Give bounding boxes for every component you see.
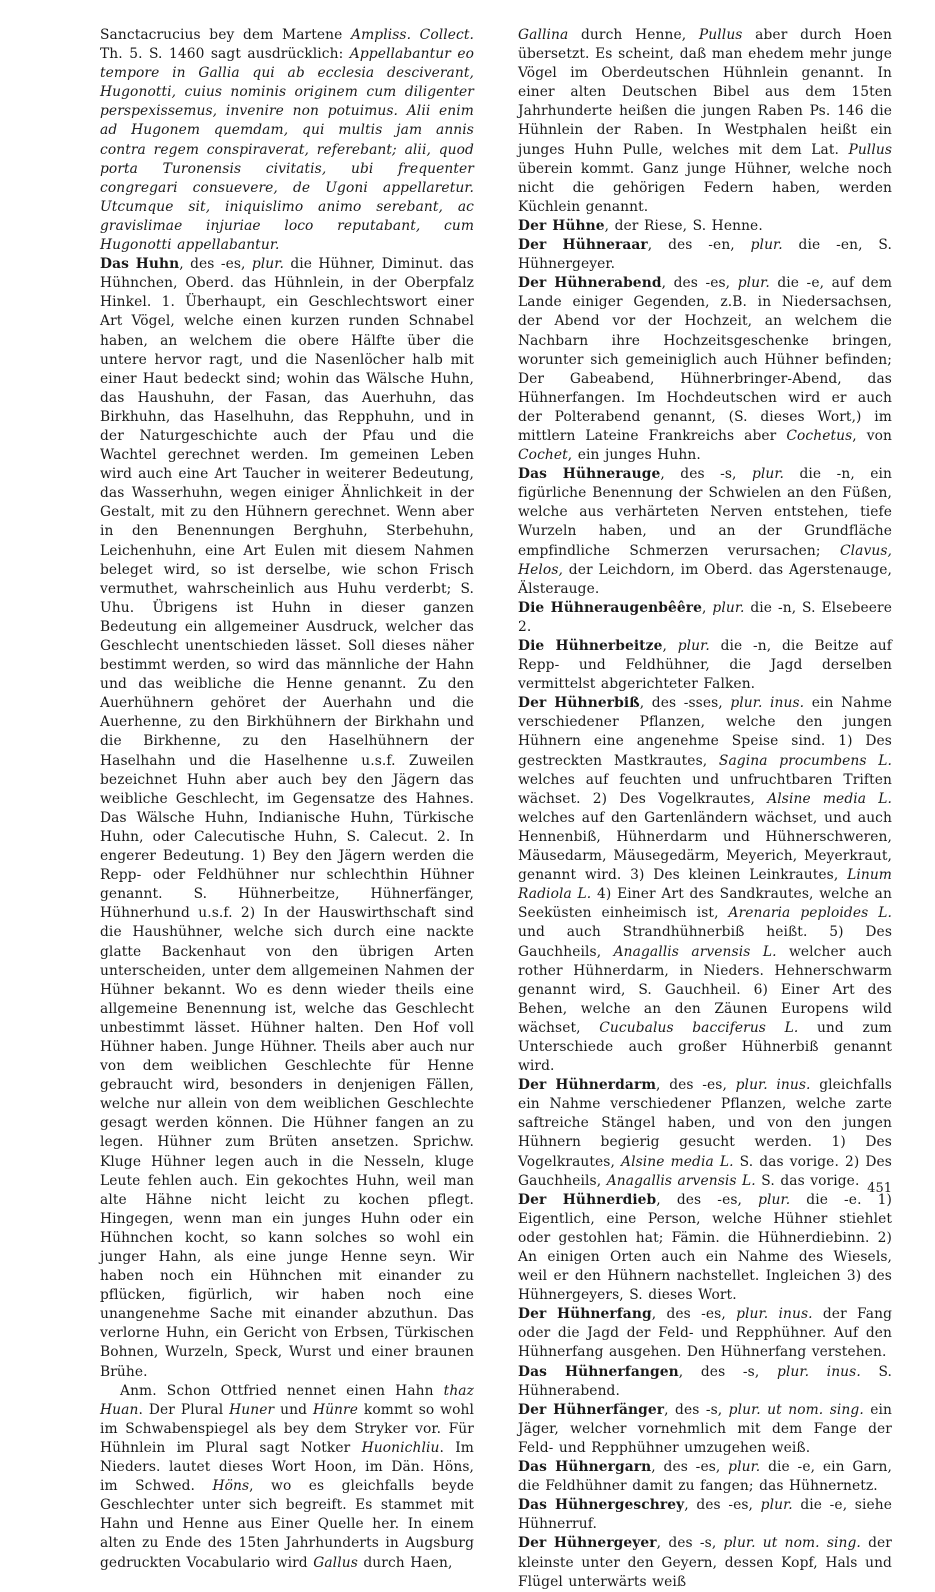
text-run: Arenaria peploides L. xyxy=(728,905,892,922)
paragraph xyxy=(518,465,892,599)
text-run: . Der Plural xyxy=(138,1401,230,1418)
text-run: plur. xyxy=(751,466,785,483)
text-run: Der Hühnerdarm xyxy=(518,1077,657,1094)
text-run: , ein junges Huhn. xyxy=(567,447,701,464)
text-run: Gallina xyxy=(518,27,569,43)
text-run: Cochetus xyxy=(786,427,853,444)
text-run: Der Hühnerbiß xyxy=(518,695,640,712)
text-run: S. das vorige. 2) Des Gauchheils, xyxy=(518,1153,892,1189)
text-run: Der Hühnergeyer xyxy=(518,1535,657,1552)
paragraph xyxy=(518,1363,892,1401)
text-run: die -n, S. Elsebeere 2. xyxy=(518,599,893,635)
text-run: plur. inus. xyxy=(730,695,805,712)
text-run: , des -en, xyxy=(647,237,751,254)
text-run: , des -es, xyxy=(651,1306,737,1323)
text-run: , wo es gleichfalls beyde Geschlechter unter sich begreift. Es stammet mit Hahn und Henne aus Einer Quelle her. In einem alten zu Ende des 15ten Jahrhunderts in Augsburg gedruckten Vocabulario wird xyxy=(100,1478,475,1571)
text-run: und xyxy=(274,1401,313,1418)
text-run: plur. xyxy=(750,237,783,254)
right-column xyxy=(518,26,892,1592)
text-run: Clavus, Helos, xyxy=(518,542,892,578)
text-run: Anagallis arvensis L. xyxy=(606,1172,756,1189)
text-run: , des -s, xyxy=(656,1535,724,1552)
text-run: Der Hühnerdieb xyxy=(518,1191,657,1208)
text-run: die -e, auf dem Lande einiger Gegenden, z.B. in Niedersachsen, der Abend vor der Hochzeit, an welchem die Nachbarn ihre Hochzeitsgeschenke bringen, worunter sich gemeiniglich auch Hühner befinden; Der Gabeabend, Hühnerbringer-Abend, das Hühnerfangen. Im Hochdeutschen wird er auch der Polterabend genannt, (S. dieses Wort,) im mittlern Lateine Frankreichs aber xyxy=(518,275,893,444)
text-run: Hünre xyxy=(312,1401,359,1418)
paragraph xyxy=(518,1401,892,1458)
text-run: , xyxy=(662,638,678,654)
paragraph xyxy=(518,1076,892,1191)
text-run: plur. xyxy=(758,1191,791,1208)
text-run: , des -sses, xyxy=(639,695,731,712)
text-run: Anagallis arvensis L. xyxy=(613,943,777,960)
text-run: Der Hühneraar xyxy=(518,237,648,254)
text-run: plur. xyxy=(712,599,745,616)
text-run: , xyxy=(702,599,713,616)
text-run: Der Hühnerfänger xyxy=(518,1401,665,1418)
text-run: , des -es, xyxy=(179,256,252,273)
text-run: Th. 5. S. 1460 sagt ausdrücklich: xyxy=(100,46,350,63)
text-run: der Fang oder die Jagd der Feld- und Repphühner. Auf den Hühnerfang ausgehen. Den Hühnerfang verstehen. xyxy=(518,1306,893,1361)
text-run: Sagina procumbens L. xyxy=(718,752,892,769)
text-run: Das Hühnergarn xyxy=(518,1459,652,1476)
text-run: welches auf feuchten und unfruchtbaren Triften wächset. 2) Des Vogelkrautes, xyxy=(518,771,892,807)
text-run: die -e, ein Garn, die Feldhühner damit zu fangen; das Hühnernetz. xyxy=(518,1459,893,1495)
text-run: plur. xyxy=(677,638,710,654)
text-run: plur. inus. xyxy=(776,1363,861,1380)
left-column xyxy=(100,26,474,1573)
text-run: Cochet xyxy=(518,447,568,464)
paragraph xyxy=(518,1305,892,1362)
text-run: , von xyxy=(852,427,892,444)
text-run: die Hühner, Diminut. das Hühnchen, Oberd. das Hühnlein, in der Oberpfalz Hinkel. 1. Überhaupt, ein Geschlechtswort einer Art Vögel, welche einen kurzen runden Schnabel haben, an welchem die obere Hälfte über die untere hervor ragt, und die Nasenlöcher halb mit einer Haut bedeckt sind; wohin das Wälsche Huhn, das Haushuhn, der Fasan, das Auerhuhn, das Birkhuhn, das Haselhuhn, das Repphuhn, und in der Naturgeschichte auch der Pfau und die Wachtel gerechnet werden. Im gemeinen Leben wird auch eine Art Taucher in weiterer Bedeutung, das Wasserhuhn, wegen einiger Ähnlichkeit in der Gestalt, mit zu den Hühnern gerechnet. Wenn aber in den Benennungen Berghuhn, Sterbehuhn, Leichenhuhn, eine Art Eulen mit diesem Nahmen beleget wird, so ist derselbe, wie schon Frisch vermuthet, wahrscheinlich aus Huhu verderbt; S. Uhu. Übrigens ist Huhn in dieser ganzen Bedeutung ein allgemeiner Ausdruck, welcher das Geschlecht unentschieden lässet. Soll dieses näher bestimmt werden, so wird das männliche der Hahn und das weibliche die Henne genannt. Zu den Auerhühnern gehöret der Auerhahn und die Auerhenne, zu den Birkhühnern der Birkhahn und die Birkhenne, zu den Haselhühnern der Haselhahn und die Haselhenne u.s.f. Zuweilen bezeichnet Huhn aber auch bey den Jägern das weibliche Geschlecht, im Gegensatze des Hahnes. Das Wälsche Huhn, Indianische Huhn, Türkische Huhn, oder Calecutische Huhn, S. Calecut. 2. In engerer Bedeutung. 1) Bey den Jägern werden die Repp- oder Feldhühner nur schlechthin Hühner genannt. S. Hühnerbeitze, Hühnerfänger, Hühnerhund u.s.f. 2) In der Hauswirthschaft sind die Haushühner, welche sich durch eine nackte glatte Backenhaut von den übrigen Arten unterscheiden, unter dem allgemeinen Nahmen der Hühner bekannt. Wo es denn wieder theils eine allgemeine Benennung ist, welche das Geschlecht unbestimmt lässet. Hühner halten. Den Hof voll Hühner haben. Junge Hühner. Theils aber auch nur von dem weiblichen Geschlechte für Henne gebraucht wird, besonders in denjenigen Fällen, welche nur allein von dem weiblichen Geschlechte gesagt werden können. Die Hühner fangen an zu legen. Hühner zum Brüten ansetzen. Sprichw. Kluge Hühner legen auch in die Nesseln, kluge Leute fehlen auch. Ein gekochtes Huhn, weil man alte Hähne nicht leicht zu kochen pflegt. Hingegen, wenn man ein junges Huhn oder ein Hühnchen kocht, so kann solches so wohl ein junger Hahn, als eine junge Henne seyn. Wir haben noch ein Hühnchen mit einander zu pflücken, figürlich, wir haben noch eine unangenehme Sache mit einander abzuthun. Das verlorne Huhn, ein Gericht von Erbsen, Türkischen Bohnen, Wurzeln, Speck, Wurst und einer braunen Brühe. xyxy=(100,256,474,1380)
text-run: plur. xyxy=(737,275,770,292)
text-run: . Im Nieders. lautet dieses Wort Hoon, im Dän. Höns, im Schwed. xyxy=(100,1439,474,1495)
text-run: Huner xyxy=(229,1401,275,1418)
paragraph xyxy=(518,236,892,274)
paragraph xyxy=(518,1191,892,1306)
text-run: welches auf den Gartenländern wächset, und auch Hennenbiß, Hühnerdarm und Hühnerschweren, Mäusedarm, Mäusegedärm, Meyerich, Meyerkraut, genannt wird. 3) Des kleinen Leinkrautes, xyxy=(518,809,892,884)
paragraph xyxy=(518,694,892,1076)
text-run: die -e, siehe Hühnerruf. xyxy=(518,1497,892,1533)
text-run: ein Nahme verschiedener Pflanzen, welche den jungen Hühnern eine angenehme Speise sind. 1) Des gestreckten Mastkrautes, xyxy=(518,695,892,769)
paragraph xyxy=(518,26,892,217)
paragraph xyxy=(518,1534,892,1591)
text-run: Alsine media L. xyxy=(767,790,892,807)
text-run: Pullus xyxy=(848,141,892,158)
text-run: Der Hühne xyxy=(518,217,605,234)
text-run: , des -es, xyxy=(651,1459,729,1476)
text-run: kommt so wohl im Schwabenspiegel als bey dem Stryker vor. Für Hühnlein im Plural sagt Notker xyxy=(100,1401,474,1456)
text-run: und zum Unterschiede auch großer Hühnerbiß genannt wird. xyxy=(518,1019,892,1075)
text-run: die -e. 1) Eigentlich, eine Person, welche Hühner stiehlet oder gestohlen hat; Fämin. die Hühnerdiebinn. 2) An einigen Orten auch ein Nahme des Wiesels, weil er den Hühnern nachstellet. Ingleichen 3) des Hühnergeyers, S. dieses Wort. xyxy=(518,1191,892,1304)
text-run: der kleinste unter den Geyern, dessen Kopf, Hals und Flügel unterwärts weiß xyxy=(518,1535,892,1590)
paragraph xyxy=(518,637,892,694)
text-run: Huonichliu xyxy=(361,1439,440,1456)
text-run: Das Hühnergeschrey xyxy=(518,1497,685,1514)
paragraph xyxy=(100,26,474,255)
text-run: Der Hühnerfang xyxy=(518,1306,652,1323)
text-run: 4) Einer Art des Sandkrautes, welche an Seeküsten einheimisch ist, xyxy=(518,886,892,922)
text-run: Gallus xyxy=(313,1554,358,1571)
text-run: Das Hühnerfangen xyxy=(518,1363,679,1380)
text-run: , des -es, xyxy=(661,275,738,292)
paragraph xyxy=(518,1496,892,1534)
text-run: aber durch Hoen übersetzt. Es scheint, daß man ehedem mehr junge Vögel im Oberdeutschen Hühnlein genannt. In einer alten Deutschen Bibel aus dem 15ten Jahrhunderte heißen die jungen Raben Ps. 146 die Hühnlein der Raben. In Westphalen heißt ein junges Huhn Pulle, welches mit dem Lat. xyxy=(518,27,892,158)
text-run: S. das vorige. xyxy=(755,1172,860,1189)
text-run: die -en, S. Hühnergeyer. xyxy=(518,237,892,273)
text-run: Höns xyxy=(212,1478,250,1495)
text-run: Die Hühnerbeitze xyxy=(518,638,663,654)
text-run: die -n, die Beitze auf Repp- und Feldhühner, die Jagd derselben vermittelst abgerichteter Falken. xyxy=(518,638,892,693)
text-run: gleichfalls ein Nahme verschiedener Pflanzen, welche zarte saftreiche Stängel haben, und von den jungen Hühnern begierig gesucht werden. 1) Des Vogelkrautes, xyxy=(518,1077,892,1170)
text-run: Das Huhn xyxy=(100,256,180,273)
page-number: 451 xyxy=(867,1181,892,1196)
text-run: welcher auch rother Hühnerdarm, in Nieders. Hehnerschwarm genannt wird, S. Gauchheil. 6) Einer Art des Behen, welche an den Zäunen Europens wild wächset, xyxy=(518,943,892,1036)
text-run: Anm. Schon Ottfried nennet einen Hahn xyxy=(120,1382,444,1399)
paragraph xyxy=(518,1458,892,1496)
text-run: , des -es, xyxy=(656,1191,759,1208)
text-run: , des -es, xyxy=(656,1077,736,1094)
text-run: , des -s, xyxy=(660,466,752,483)
paragraph xyxy=(100,255,474,1382)
text-run: durch Haen, xyxy=(357,1554,453,1571)
text-run: Der Hühnerabend xyxy=(518,275,662,292)
text-run: Ampliss. Collect. xyxy=(351,27,474,43)
text-run: plur. xyxy=(760,1497,793,1514)
text-run: , des -es, xyxy=(684,1497,761,1514)
text-run: plur. inus. xyxy=(736,1306,813,1323)
text-run: , der Riese, S. Henne. xyxy=(604,217,763,234)
text-run: durch Henne, xyxy=(568,27,699,43)
text-run: plur. ut nom. sing. xyxy=(728,1401,864,1418)
paragraph xyxy=(518,274,892,465)
text-run: Die Hühneraugenbêêre xyxy=(518,599,703,616)
text-run: plur. xyxy=(728,1459,761,1476)
text-run: überein kommt. Ganz junge Hühner, welche noch nicht die gehörigen Federn haben, werden Küchlein genannt. xyxy=(518,160,892,215)
text-run: plur. ut nom. sing. xyxy=(723,1535,861,1552)
text-run: der Leichdorn, im Oberd. das Agerstenauge, Älsterauge. xyxy=(518,561,892,597)
text-run: plur. inus. xyxy=(735,1077,811,1094)
text-run: Linum Radiola L. xyxy=(518,867,892,903)
paragraph xyxy=(518,599,892,637)
text-run: und auch Strandhühnerbiß heißt. 5) Des Gauchheils, xyxy=(518,924,892,960)
text-run: Appellabantur eo tempore in Gallia qui ab ecclesia desciverant, Hugonotti, cuius nominis originem cum diligenter perspexissemus, invenire non potuimus. Alii enim ad Hugonem quemdam, qui multis jam annis contra regem conspiraverat, referebant; alii, quod porta Turonensis civitatis, ubi frequenter congregari consuevere, de Ugoni appellaretur. Utcumque sit, iniquislimo animo serebant, ac gravislimae injuriae loco reputabant, cum Hugonotti appellabantur. xyxy=(100,46,474,254)
text-run: ein Jäger, welcher vornehmlich mit dem Fange der Feld- und Repphühner umzugehen weiß. xyxy=(518,1401,892,1456)
text-run: plur. xyxy=(251,256,284,273)
paragraph xyxy=(518,217,892,236)
text-run: Pullus xyxy=(698,27,743,43)
text-run: die -n, ein figürliche Benennung der Schwielen an den Füßen, welche aus verhärteten Nerven entstehen, tiefe Wurzeln haben, und an der Grundfläche empfindliche Schmerzen verursachen; xyxy=(518,466,893,559)
paragraph xyxy=(100,1382,474,1573)
text-run: S. Hühnerabend. xyxy=(518,1363,893,1399)
text-run: Alsine media L. xyxy=(621,1153,734,1170)
text-run: Sanctacrucius bey dem Martene xyxy=(100,27,352,43)
text-run: , des -s, xyxy=(664,1401,729,1418)
text-run: , des -s, xyxy=(678,1363,777,1380)
text-run: Das Hühnerauge xyxy=(518,466,661,483)
text-run: thaz Huan xyxy=(100,1382,474,1418)
text-run: Cucubalus bacciferus L. xyxy=(599,1019,799,1036)
